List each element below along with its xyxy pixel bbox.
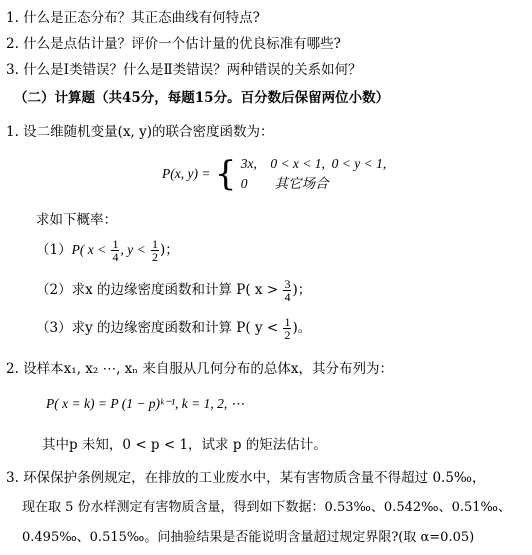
fraction-3-4: $\frac{3}{4}$ bbox=[284, 277, 291, 304]
question-1: 1. 什么是正态分布？其正态曲线有何特点? bbox=[6, 10, 260, 26]
section-heading: （二）计算题（共45分，每题15分。百分数后保留两位小数） bbox=[14, 90, 390, 106]
density-lhs: P(x, y) = bbox=[162, 166, 211, 181]
part2-expr-b: )； bbox=[292, 282, 312, 298]
fraction-1-2: $\frac{1}{2}$ bbox=[152, 237, 159, 264]
part2-expr-a: （2）求x 的边缘密度函数和计算 P( x > bbox=[36, 282, 279, 298]
problem-2-formula: P( x = k) = P (1 − p)ᵏ⁻¹, k = 1, 2, ⋯ bbox=[46, 396, 245, 411]
problem-1-part-1 bbox=[36, 238, 179, 263]
problem-3-line-2: 现在取 5 份水样测定有害物质含量，得到如下数据：0.53‰、0.542‰、0.51‰、 bbox=[22, 500, 511, 515]
problem-3-line-3: 0.495‰、0.515‰。问抽验结果是否能说明含量超过规定界限?(取 α=0.05) bbox=[22, 530, 475, 545]
question-2: 2. 什么是点估计量？评价一个估计量的优良标准有哪些? bbox=[6, 36, 341, 52]
part-label: （1） bbox=[36, 242, 72, 258]
brace-symbol: { bbox=[214, 154, 237, 194]
fraction-1-4: $\frac{1}{4}$ bbox=[112, 237, 119, 264]
problem-2-intro: 2. 设样本x₁, x₂ ⋯, xₙ 来自服从几何分布的总体x，其分布列为： bbox=[6, 361, 394, 377]
density-case-2: 0 其它场合 bbox=[240, 176, 329, 191]
problem-1-part-3 bbox=[36, 316, 311, 341]
part3-expr-a: （3）求y 的边缘密度函数和计算 P( y < bbox=[36, 320, 279, 336]
part1-expr-c: )； bbox=[160, 242, 179, 258]
part1-expr-b: , y < bbox=[120, 242, 146, 257]
problem-1-ask: 求如下概率： bbox=[36, 212, 117, 228]
problem-2-ask: 其中p 未知，0 < p < 1，试求 p 的矩法估计。 bbox=[42, 437, 327, 453]
question-3: 3. 什么是Ⅰ类错误？什么是Ⅱ类错误？两种错误的关系如何？ bbox=[6, 62, 362, 78]
density-case-1: 3x, 0 < x < 1, 0 < y < 1, bbox=[240, 156, 387, 171]
fraction-1-2-b: $\frac{1}{2}$ bbox=[284, 315, 291, 342]
problem-3-line-1: 3. 环保保护条例规定，在排放的工业废水中，某有害物质含量不得超过 0.5‰， bbox=[6, 470, 486, 486]
problem-1-part-2 bbox=[36, 278, 311, 303]
density-function bbox=[162, 154, 386, 194]
problem-1-intro: 1. 设二维随机变量(x, y)的联合密度函数为： bbox=[6, 124, 274, 140]
part1-expr-a: P( x < bbox=[71, 242, 107, 257]
part3-expr-b: )。 bbox=[292, 320, 312, 336]
